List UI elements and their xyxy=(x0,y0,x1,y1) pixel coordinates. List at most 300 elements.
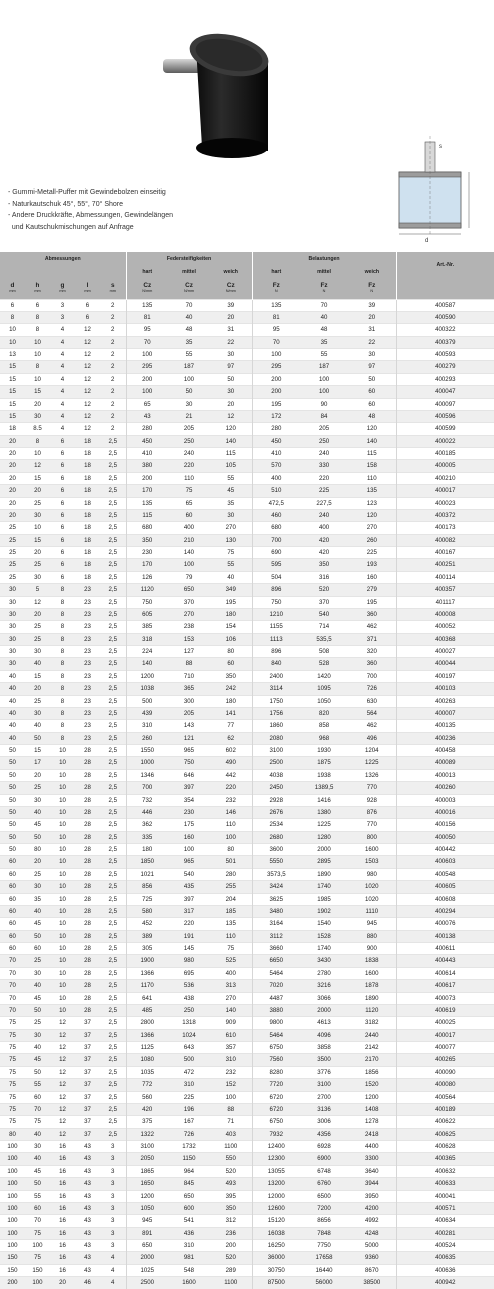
table-cell: 50 xyxy=(25,1004,50,1016)
table-cell: 6500 xyxy=(300,1190,348,1202)
table-cell: 896 xyxy=(252,584,300,596)
table-cell: 1200 xyxy=(348,1091,396,1103)
table-row xyxy=(0,423,494,435)
table-cell: 28 xyxy=(75,745,100,757)
table-cell: 110 xyxy=(348,472,396,484)
table-cell: 10 xyxy=(50,905,75,917)
column-symbol: Cz xyxy=(185,282,193,290)
table-cell: 3573,5 xyxy=(252,868,300,880)
table-cell: 3164 xyxy=(252,918,300,930)
column-symbol: Fz xyxy=(320,282,328,290)
table-cell: 2170 xyxy=(348,1054,396,1066)
drawing-label-s: s xyxy=(439,144,442,150)
table-cell: 15 xyxy=(25,534,50,546)
table-cell: 10 xyxy=(0,324,25,336)
table-cell: 1420 xyxy=(300,670,348,682)
table-cell: 43 xyxy=(75,1141,100,1153)
table-cell: 400 xyxy=(252,472,300,484)
table-cell: 350 xyxy=(210,670,252,682)
table-cell: 20 xyxy=(25,547,50,559)
table-cell: 436 xyxy=(168,1227,210,1239)
table-cell: 400022 xyxy=(396,435,494,447)
table-cell: 16 xyxy=(50,1165,75,1177)
table-cell: 450 xyxy=(126,435,168,447)
table-cell: 2,5 xyxy=(100,918,126,930)
table-cell: 541 xyxy=(168,1215,210,1227)
table-cell: 25 xyxy=(25,782,50,794)
table-cell: 2000 xyxy=(300,1004,348,1016)
table-cell: 400008 xyxy=(396,608,494,620)
table-cell: 6 xyxy=(50,522,75,534)
table-cell: 4356 xyxy=(300,1128,348,1140)
table-cell: 28 xyxy=(75,844,100,856)
table-row xyxy=(0,1103,494,1115)
table-cell: 400025 xyxy=(396,1017,494,1029)
table-cell: 28 xyxy=(75,831,100,843)
table-cell: 8 xyxy=(50,633,75,645)
table-cell: 8670 xyxy=(348,1264,396,1276)
table-cell: 400368 xyxy=(396,633,494,645)
table-row xyxy=(0,819,494,831)
table-cell: 50 xyxy=(168,386,210,398)
table-cell: 1650 xyxy=(126,1178,168,1190)
table-row xyxy=(0,1017,494,1029)
table-cell: 12 xyxy=(75,423,100,435)
table-cell: 732 xyxy=(126,794,168,806)
table-cell: 5550 xyxy=(252,856,300,868)
table-cell: 50 xyxy=(348,373,396,385)
table-cell: 191 xyxy=(168,930,210,942)
table-cell: 31 xyxy=(210,324,252,336)
table-cell: 8 xyxy=(25,361,50,373)
table-cell: 270 xyxy=(210,522,252,534)
table-cell: 420 xyxy=(300,547,348,559)
table-cell: 204 xyxy=(210,893,252,905)
column-symbol: Fz xyxy=(272,282,280,290)
table-cell: 6 xyxy=(50,547,75,559)
table-cell: 641 xyxy=(126,992,168,1004)
table-cell: 120 xyxy=(348,509,396,521)
table-cell: 2 xyxy=(100,336,126,348)
table-cell: 397 xyxy=(168,782,210,794)
table-cell: 22 xyxy=(210,336,252,348)
table-cell: 28 xyxy=(75,905,100,917)
table-cell: 227,5 xyxy=(300,497,348,509)
table-cell: 16250 xyxy=(252,1240,300,1252)
table-row xyxy=(0,1178,494,1190)
table-cell: 493 xyxy=(210,1178,252,1190)
table-cell: 60 xyxy=(25,943,50,955)
table-cell: 1740 xyxy=(300,943,348,955)
table-cell: 840 xyxy=(252,658,300,670)
table-cell: 395 xyxy=(210,1190,252,1202)
table-cell: 2,5 xyxy=(100,633,126,645)
table-cell: 400548 xyxy=(396,868,494,880)
table-cell: 2,5 xyxy=(100,881,126,893)
table-cell: 400628 xyxy=(396,1141,494,1153)
table-cell: 2050 xyxy=(126,1153,168,1165)
table-cell: 12 xyxy=(50,1017,75,1029)
table-cell: 2,5 xyxy=(100,485,126,497)
table-cell: 472,5 xyxy=(252,497,300,509)
table-cell: 80 xyxy=(25,844,50,856)
table-cell: 964 xyxy=(168,1165,210,1177)
table-cell: 200 xyxy=(252,386,300,398)
table-cell: 260 xyxy=(126,732,168,744)
table-cell: 16 xyxy=(50,1252,75,1264)
table-cell: 400251 xyxy=(396,559,494,571)
table-row xyxy=(0,349,494,361)
table-cell: 3114 xyxy=(252,683,300,695)
table-cell: 238 xyxy=(168,621,210,633)
table-cell: 1020 xyxy=(348,881,396,893)
table-cell: 25 xyxy=(25,621,50,633)
table-cell: 40 xyxy=(25,1153,50,1165)
feature-item: - Andere Druckkräfte, Abmessungen, Gewindelängen xyxy=(8,212,173,220)
table-cell: 750 xyxy=(168,757,210,769)
drawing-label-d: d xyxy=(425,238,429,244)
table-cell: 1416 xyxy=(300,794,348,806)
table-cell: 28 xyxy=(75,856,100,868)
table-cell: 55 xyxy=(25,1079,50,1091)
table-cell: 20 xyxy=(0,460,25,472)
table-cell: 420 xyxy=(300,534,348,546)
table-cell: 528 xyxy=(300,658,348,670)
table-cell: 15 xyxy=(25,386,50,398)
table-cell: 205 xyxy=(168,707,210,719)
table-cell: 2 xyxy=(100,324,126,336)
table-cell: 504 xyxy=(252,571,300,583)
table-cell: 8 xyxy=(50,658,75,670)
table-cell: 20 xyxy=(210,398,252,410)
table-cell: 77 xyxy=(210,720,252,732)
table-cell: 75 xyxy=(0,1091,25,1103)
table-row xyxy=(0,720,494,732)
table-row xyxy=(0,1227,494,1239)
table-cell: 95 xyxy=(126,324,168,336)
table-cell: 3 xyxy=(100,1153,126,1165)
table-cell: 140 xyxy=(126,658,168,670)
table-cell: 400599 xyxy=(396,423,494,435)
table-cell: 6 xyxy=(50,472,75,484)
table-cell: 400044 xyxy=(396,658,494,670)
table-cell: 110 xyxy=(210,930,252,942)
table-cell: 23 xyxy=(75,707,100,719)
table-cell: 25 xyxy=(0,522,25,534)
table-cell: 75 xyxy=(25,1252,50,1264)
table-cell: 2 xyxy=(100,386,126,398)
table-cell: 18 xyxy=(75,497,100,509)
table-cell: 4 xyxy=(100,1277,126,1289)
table-cell: 2,5 xyxy=(100,1128,126,1140)
table-cell: 438 xyxy=(168,992,210,1004)
table-cell: 135 xyxy=(210,918,252,930)
table-cell: 3640 xyxy=(348,1165,396,1177)
table-cell: 75 xyxy=(0,1079,25,1091)
table-cell: 50 xyxy=(25,1178,50,1190)
table-cell: 50 xyxy=(25,1066,50,1078)
table-cell: 6720 xyxy=(252,1103,300,1115)
table-cell: 40 xyxy=(25,806,50,818)
table-cell: 400622 xyxy=(396,1116,494,1128)
table-cell: 900 xyxy=(348,943,396,955)
table-cell: 1318 xyxy=(168,1017,210,1029)
table-cell: 100 xyxy=(126,349,168,361)
table-cell: 100 xyxy=(25,1277,50,1289)
table-cell: 18 xyxy=(75,547,100,559)
grade-hard: hart xyxy=(126,265,168,278)
table-cell: 55 xyxy=(210,559,252,571)
table-cell: 400619 xyxy=(396,1004,494,1016)
table-cell: 710 xyxy=(168,670,210,682)
table-cell: 945 xyxy=(126,1215,168,1227)
table-cell: 152 xyxy=(210,1079,252,1091)
table-cell: 100 xyxy=(0,1178,25,1190)
column-header-blank xyxy=(396,278,494,299)
table-cell: 400614 xyxy=(396,967,494,979)
table-cell: 220 xyxy=(168,460,210,472)
table-cell: 750 xyxy=(252,596,300,608)
table-cell: 10 xyxy=(50,806,75,818)
table-cell: 1050 xyxy=(126,1202,168,1214)
table-cell: 255 xyxy=(210,881,252,893)
table-cell: 20 xyxy=(0,472,25,484)
table-cell: 1200 xyxy=(126,670,168,682)
table-cell: 2 xyxy=(100,299,126,311)
table-cell: 350 xyxy=(210,1202,252,1214)
table-cell: 3424 xyxy=(252,881,300,893)
table-cell: 1100 xyxy=(210,1141,252,1153)
table-cell: 20 xyxy=(210,311,252,323)
table-cell: 1024 xyxy=(168,1029,210,1041)
column-unit: N/mm xyxy=(183,289,195,294)
table-cell: 16 xyxy=(50,1227,75,1239)
table-cell: 2,5 xyxy=(100,658,126,670)
table-cell: 2,5 xyxy=(100,596,126,608)
table-cell: 20 xyxy=(0,497,25,509)
table-cell: 8 xyxy=(50,695,75,707)
table-cell: 28 xyxy=(75,893,100,905)
table-cell: 15 xyxy=(25,745,50,757)
table-cell: 680 xyxy=(126,522,168,534)
table-cell: 400 xyxy=(300,522,348,534)
table-cell: 2,5 xyxy=(100,992,126,1004)
table-cell: 75 xyxy=(25,1116,50,1128)
table-cell: 2,5 xyxy=(100,794,126,806)
table-cell: 1856 xyxy=(348,1066,396,1078)
table-cell: 140 xyxy=(210,435,252,447)
table-row xyxy=(0,1165,494,1177)
table-cell: 150 xyxy=(25,1264,50,1276)
table-cell: 400089 xyxy=(396,757,494,769)
table-cell: 40 xyxy=(0,720,25,732)
table-cell: 12 xyxy=(75,373,100,385)
table-row xyxy=(0,1252,494,1264)
table-cell: 1155 xyxy=(252,621,300,633)
table-cell: 12 xyxy=(50,1066,75,1078)
table-cell: 60 xyxy=(210,658,252,670)
table-cell: 400633 xyxy=(396,1178,494,1190)
table-cell: 115 xyxy=(210,448,252,460)
table-cell: 43 xyxy=(75,1264,100,1276)
table-cell: 1860 xyxy=(252,720,300,732)
column-header xyxy=(252,278,300,299)
table-cell: 205 xyxy=(168,423,210,435)
table-row xyxy=(0,1054,494,1066)
table-cell: 1550 xyxy=(126,745,168,757)
table-cell: 12 xyxy=(50,1103,75,1115)
table-cell: 45 xyxy=(210,485,252,497)
table-cell: 60 xyxy=(0,856,25,868)
table-cell: 143 xyxy=(168,720,210,732)
table-cell: 15120 xyxy=(252,1215,300,1227)
table-cell: 462 xyxy=(348,621,396,633)
table-cell: 2,5 xyxy=(100,683,126,695)
table-cell: 385 xyxy=(126,621,168,633)
table-cell: 6 xyxy=(50,435,75,447)
table-cell: 472 xyxy=(168,1066,210,1078)
table-cell: 10 xyxy=(50,967,75,979)
table-cell: 400 xyxy=(210,967,252,979)
table-cell: 375 xyxy=(126,1116,168,1128)
table-cell: 400634 xyxy=(396,1215,494,1227)
table-cell: 6 xyxy=(50,559,75,571)
table-cell: 2676 xyxy=(252,806,300,818)
table-cell: 30 xyxy=(348,349,396,361)
table-cell: 643 xyxy=(168,1042,210,1054)
table-cell: 2,5 xyxy=(100,720,126,732)
table-cell: 232 xyxy=(210,794,252,806)
table-cell: 945 xyxy=(348,918,396,930)
table-cell: 856 xyxy=(126,881,168,893)
table-cell: 10 xyxy=(50,831,75,843)
column-unit: N xyxy=(370,289,374,294)
table-cell: 30 xyxy=(168,398,210,410)
table-cell: 70 xyxy=(25,1103,50,1115)
table-cell: 60 xyxy=(25,1091,50,1103)
specification-table-body xyxy=(0,299,494,1289)
table-row xyxy=(0,509,494,521)
table-cell: 690 xyxy=(252,547,300,559)
column-unit: mm xyxy=(109,289,116,294)
table-cell: 350 xyxy=(126,534,168,546)
table-cell: 280 xyxy=(126,423,168,435)
table-cell: 6928 xyxy=(300,1141,348,1153)
table-cell: 200 xyxy=(252,373,300,385)
table-cell: 400590 xyxy=(396,311,494,323)
table-cell: 37 xyxy=(75,1128,100,1140)
table-cell: 60 xyxy=(0,881,25,893)
table-cell: 220 xyxy=(168,918,210,930)
table-cell: 100 xyxy=(0,1165,25,1177)
table-cell: 45 xyxy=(25,819,50,831)
table-cell: 43 xyxy=(75,1190,100,1202)
table-cell: 550 xyxy=(210,1153,252,1165)
table-cell: 726 xyxy=(168,1128,210,1140)
table-cell: 1100 xyxy=(210,1277,252,1289)
table-cell: 2,5 xyxy=(100,435,126,447)
table-cell: 43 xyxy=(126,410,168,422)
table-cell: 37 xyxy=(75,1066,100,1078)
table-cell: 1600 xyxy=(168,1277,210,1289)
table-cell: 12600 xyxy=(252,1202,300,1214)
table-cell: 420 xyxy=(126,1103,168,1115)
table-cell: 30 xyxy=(25,1029,50,1041)
table-cell: 1389,5 xyxy=(300,782,348,794)
table-cell: 12 xyxy=(75,349,100,361)
table-cell: 12 xyxy=(75,324,100,336)
table-cell: 12 xyxy=(50,1029,75,1041)
table-cell: 70 xyxy=(300,299,348,311)
table-cell: 310 xyxy=(210,1054,252,1066)
table-cell: 12000 xyxy=(252,1190,300,1202)
table-cell: 1366 xyxy=(126,1029,168,1041)
table-cell: 50 xyxy=(25,831,50,843)
table-cell: 18 xyxy=(75,435,100,447)
table-cell: 540 xyxy=(168,868,210,880)
table-cell: 100 xyxy=(210,831,252,843)
table-cell: 400263 xyxy=(396,695,494,707)
table-cell: 55 xyxy=(168,349,210,361)
table-cell: 153 xyxy=(168,633,210,645)
table-cell: 360 xyxy=(348,608,396,620)
table-cell: 4038 xyxy=(252,769,300,781)
table-cell: 564 xyxy=(348,707,396,719)
table-cell: 43 xyxy=(75,1202,100,1214)
table-cell: 242 xyxy=(210,683,252,695)
table-cell: 10 xyxy=(50,992,75,1004)
table-cell: 2,5 xyxy=(100,1066,126,1078)
table-cell: 35 xyxy=(168,336,210,348)
table-cell: 360 xyxy=(348,658,396,670)
table-cell: 928 xyxy=(348,794,396,806)
table-cell: 4 xyxy=(50,386,75,398)
table-cell: 20 xyxy=(25,683,50,695)
table-cell: 770 xyxy=(348,819,396,831)
table-row xyxy=(0,868,494,880)
table-cell: 28 xyxy=(75,918,100,930)
table-cell: 400524 xyxy=(396,1240,494,1252)
table-cell: 50 xyxy=(0,806,25,818)
table-cell: 400279 xyxy=(396,361,494,373)
table-cell: 180 xyxy=(210,608,252,620)
table-cell: 680 xyxy=(252,522,300,534)
table-cell: 75 xyxy=(0,1029,25,1041)
table-cell: 50 xyxy=(0,769,25,781)
table-cell: 30 xyxy=(0,596,25,608)
table-cell: 10 xyxy=(50,782,75,794)
table-row xyxy=(0,1190,494,1202)
table-cell: 10 xyxy=(50,918,75,930)
table-cell: 20 xyxy=(25,769,50,781)
table-cell: 400173 xyxy=(396,522,494,534)
table-cell: 6 xyxy=(50,485,75,497)
table-cell: 36000 xyxy=(252,1252,300,1264)
table-row xyxy=(0,361,494,373)
table-cell: 1204 xyxy=(348,745,396,757)
table-cell: 23 xyxy=(75,596,100,608)
feature-list xyxy=(8,187,378,233)
table-cell: 2 xyxy=(100,349,126,361)
table-cell: 2,5 xyxy=(100,1004,126,1016)
table-cell: 75 xyxy=(210,943,252,955)
table-cell: 95 xyxy=(252,324,300,336)
table-cell: 48 xyxy=(300,324,348,336)
table-cell: 15 xyxy=(0,373,25,385)
table-cell: 316 xyxy=(300,571,348,583)
table-cell: 3660 xyxy=(252,943,300,955)
table-cell: 30 xyxy=(210,386,252,398)
